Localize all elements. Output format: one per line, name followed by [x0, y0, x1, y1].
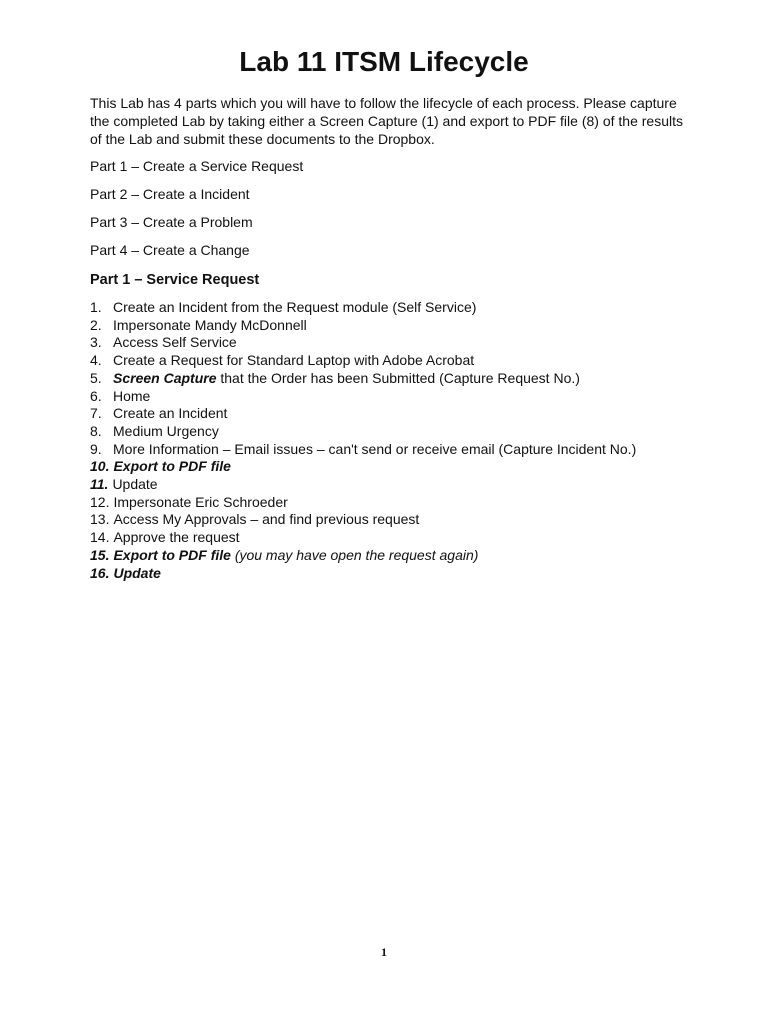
step-text: Create an Incident from the Request module (Self Service): [113, 299, 477, 315]
step-emphasis: Export to PDF file: [113, 458, 231, 475]
list-item: [90, 511, 690, 529]
step-text: Update: [112, 476, 158, 493]
list-item: [90, 423, 690, 441]
step-text: Home: [113, 387, 151, 404]
list-item: [90, 317, 690, 335]
step-number: 8.: [90, 422, 102, 439]
step-note: (you may have open the request again): [234, 546, 479, 563]
list-item: [90, 299, 690, 317]
list-item: [90, 334, 690, 352]
list-item: [90, 441, 690, 459]
list-item: [90, 388, 690, 406]
list-item: [90, 458, 690, 476]
step-number: 16.: [90, 564, 110, 581]
part-overview-4: Part 4 – Create a Change: [90, 242, 250, 258]
step-text: Create an Incident: [113, 405, 228, 422]
list-item: [90, 565, 690, 583]
step-number: 14.: [90, 529, 110, 546]
step-number: 13.: [90, 511, 110, 528]
list-item: [90, 547, 690, 565]
step-number: 7.: [90, 405, 102, 422]
list-item: [90, 529, 690, 547]
step-number: 11.: [90, 476, 109, 493]
step-text: Impersonate Eric Schroeder: [113, 493, 288, 510]
step-text: Approve the request: [113, 529, 240, 546]
page-title: Lab 11 ITSM Lifecycle: [239, 46, 529, 77]
list-item: [90, 405, 690, 423]
intro-paragraph: This Lab has 4 parts which you will have to follow the lifecycle of each process. Please capture the completed Lab by taking either a Screen Capture (1) and export to PDF file (8) of the results of the Lab and submit these documents to the Dropbox.: [90, 95, 683, 147]
step-text: Impersonate Mandy McDonnell: [113, 316, 307, 333]
step-number: 5.: [90, 369, 102, 386]
steps-list: [90, 299, 690, 582]
section-heading: Part 1 – Service Request: [90, 272, 260, 288]
list-item: [90, 494, 690, 512]
part-overview-3: Part 3 – Create a Problem: [90, 214, 253, 230]
step-number: 1.: [90, 299, 102, 315]
part-overview-1: Part 1 – Create a Service Request: [90, 158, 304, 174]
step-emphasis: Export to PDF file: [113, 546, 231, 563]
list-item: [90, 370, 690, 388]
step-text: Medium Urgency: [113, 422, 219, 439]
part-overview-2: Part 2 – Create a Incident: [90, 186, 250, 202]
step-number: 12.: [90, 493, 110, 510]
list-item: [90, 476, 690, 494]
step-number: 9.: [90, 440, 102, 457]
step-emphasis: Screen Capture: [113, 369, 217, 386]
step-number: 2.: [90, 316, 102, 333]
step-number: 10.: [90, 458, 110, 475]
step-number: 6.: [90, 387, 102, 404]
step-text: Create a Request for Standard Laptop with Adobe Acrobat: [113, 352, 475, 369]
step-text: Access My Approvals – and find previous request: [113, 511, 420, 528]
list-item: [90, 352, 690, 370]
step-number: 4.: [90, 352, 102, 369]
step-text: that the Order has been Submitted (Capture Request No.): [220, 369, 580, 386]
step-text: Access Self Service: [113, 334, 237, 351]
step-number: 3.: [90, 334, 102, 351]
step-emphasis: Update: [113, 564, 161, 581]
step-text: More Information – Email issues – can't send or receive email (Capture Incident No.): [113, 440, 637, 457]
page-number: 1: [381, 945, 387, 959]
step-number: 15.: [90, 546, 110, 563]
